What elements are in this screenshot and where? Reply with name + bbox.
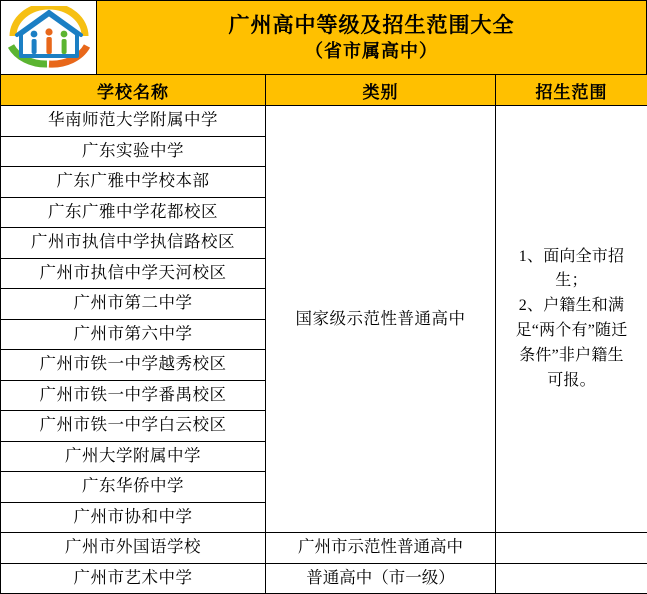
type-group-cell: 国家级示范性普通高中 [266, 106, 496, 533]
table-row [1, 563, 647, 594]
page-subtitle: （省市属高中） [305, 40, 438, 63]
school-name-cell: 广州市艺术中学 [1, 563, 266, 594]
scope-line: 可报。 [496, 369, 647, 394]
school-name-cell: 广东广雅中学花都校区 [1, 197, 266, 228]
school-name-cell: 广州市协和中学 [1, 502, 266, 533]
school-name-cell: 广东华侨中学 [1, 472, 266, 503]
table-header-row [1, 75, 647, 106]
column-header-type: 类别 [266, 75, 496, 106]
scope-cell-empty [496, 533, 647, 564]
school-name-cell: 华南师范大学附属中学 [1, 106, 266, 137]
column-header-scope: 招生范围 [496, 75, 647, 106]
school-name-cell: 广州市执信中学天河校区 [1, 258, 266, 289]
table-row [1, 106, 647, 137]
page-title: 广州高中等级及招生范围大全 [229, 12, 515, 38]
school-name-cell: 广州市外国语学校 [1, 533, 266, 564]
column-header-school: 学校名称 [1, 75, 266, 106]
school-name-cell: 广东广雅中学校本部 [1, 167, 266, 198]
school-name-cell: 广州市执信中学执信路校区 [1, 228, 266, 259]
title-cell [97, 1, 646, 74]
school-name-cell: 广州市铁一中学番禺校区 [1, 380, 266, 411]
school-name-cell: 广州市第六中学 [1, 319, 266, 350]
school-name-cell: 广州市铁一中学白云校区 [1, 411, 266, 442]
logo-cell [1, 1, 97, 74]
scope-line: 2、户籍生和满 [496, 294, 647, 319]
house-logo-icon [7, 6, 91, 70]
schools-table [0, 74, 647, 594]
school-name-cell: 广东实验中学 [1, 136, 266, 167]
scope-line: 足“两个有”随迁 [496, 319, 647, 344]
scope-line: 1、面向全市招 [496, 245, 647, 270]
school-name-cell: 广州大学附属中学 [1, 441, 266, 472]
house-logo [7, 6, 91, 70]
scope-line: 条件”非户籍生 [496, 344, 647, 369]
document-header [0, 0, 647, 74]
table-row [1, 533, 647, 564]
scope-line: 生； [496, 269, 647, 294]
type-cell: 广州市示范性普通高中 [266, 533, 496, 564]
scope-cell [496, 106, 647, 533]
table-body [1, 106, 647, 594]
type-cell: 普通高中（市一级） [266, 563, 496, 594]
school-name-cell: 广州市第二中学 [1, 289, 266, 320]
scope-cell-empty [496, 563, 647, 594]
school-name-cell: 广州市铁一中学越秀校区 [1, 350, 266, 381]
